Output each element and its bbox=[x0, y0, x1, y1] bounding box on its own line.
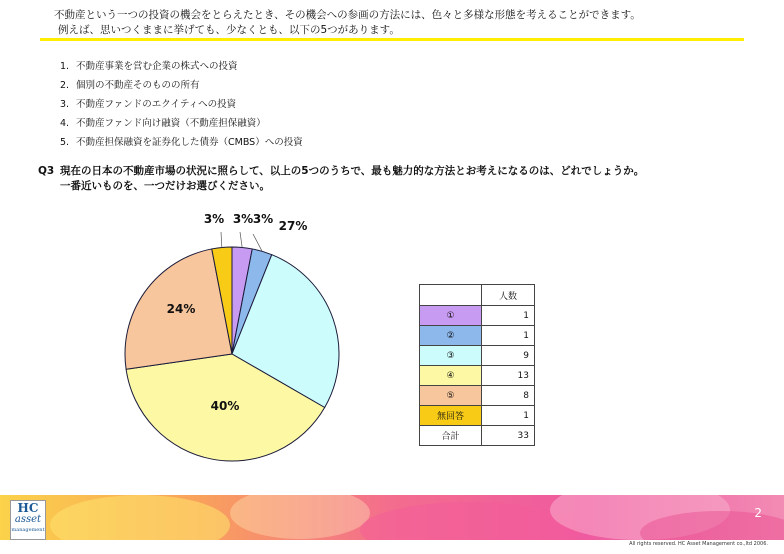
item-number: 3. bbox=[60, 99, 70, 110]
table-count: 1 bbox=[482, 326, 535, 346]
page-number: 2 bbox=[754, 506, 762, 520]
table-total-label: 合計 bbox=[420, 426, 482, 446]
item-number: 4. bbox=[60, 118, 70, 129]
table-category: ③ bbox=[420, 346, 482, 366]
footer-banner bbox=[0, 495, 784, 540]
company-logo: HC asset management bbox=[10, 500, 46, 540]
table-count: 9 bbox=[482, 346, 535, 366]
table-count: 1 bbox=[482, 406, 535, 426]
slice-percent-label: 3% bbox=[203, 212, 225, 226]
table-total-row bbox=[420, 426, 535, 446]
item-label: 不動産ファンド向け融資（不動産担保融資） bbox=[76, 118, 266, 129]
table-header-blank bbox=[420, 285, 482, 306]
slice-percent-label: 24% bbox=[166, 302, 196, 316]
item-label: 個別の不動産そのものの所有 bbox=[76, 80, 200, 91]
table-total-value: 33 bbox=[482, 426, 535, 446]
table-category: ④ bbox=[420, 366, 482, 386]
question-line-2: 一番近いものを、一つだけお選びください。 bbox=[60, 180, 270, 192]
table-category: ⑤ bbox=[420, 386, 482, 406]
table-category: ② bbox=[420, 326, 482, 346]
table-row bbox=[420, 326, 535, 346]
table-row bbox=[420, 386, 535, 406]
table-count: 13 bbox=[482, 366, 535, 386]
question-number: Q3 bbox=[38, 165, 55, 177]
table-header-row bbox=[420, 285, 535, 306]
item-label: 不動産担保融資を証券化した債券（CMBS）への投資 bbox=[76, 137, 303, 148]
leader-line bbox=[221, 232, 222, 247]
table-row bbox=[420, 346, 535, 366]
leader-line bbox=[253, 234, 262, 251]
intro-line-1: 不動産という一つの投資の機会をとらえたとき、その機会への参画の方法には、色々と多様な形態を考えることができます。 bbox=[54, 9, 641, 21]
table-row bbox=[420, 366, 535, 386]
table-category: ① bbox=[420, 306, 482, 326]
copyright-notice: All rights reserved. HC Asset Management co.,ltd 2006. bbox=[629, 541, 768, 547]
slice-percent-label: 40% bbox=[210, 399, 240, 413]
table-category: 無回答 bbox=[420, 406, 482, 426]
item-label: 不動産事業を営む企業の株式への投資 bbox=[76, 61, 238, 72]
count-table bbox=[419, 284, 535, 446]
item-label: 不動産ファンドのエクイティへの投資 bbox=[76, 99, 237, 110]
slice-percent-label: 3% bbox=[232, 212, 254, 226]
item-number: 5. bbox=[60, 137, 70, 148]
table-header-count: 人数 bbox=[482, 285, 535, 306]
table-row bbox=[420, 306, 535, 326]
intro-line-2: 例えば、思いつくままに挙げても、少なくとも、以下の5つがあります。 bbox=[58, 24, 400, 36]
slice-percent-label: 27% bbox=[278, 219, 308, 233]
leader-line bbox=[240, 232, 242, 247]
table-count: 1 bbox=[482, 306, 535, 326]
slice-percent-label: 3% bbox=[252, 212, 274, 226]
table-row bbox=[420, 406, 535, 426]
question-line-1: 現在の日本の不動産市場の状況に照らして、以上の5つのうちで、最も魅力的な方法とお考えになるのは、どれでしょうか。 bbox=[60, 165, 645, 177]
item-number: 2. bbox=[60, 80, 70, 91]
item-number: 1. bbox=[60, 61, 70, 72]
table-count: 8 bbox=[482, 386, 535, 406]
